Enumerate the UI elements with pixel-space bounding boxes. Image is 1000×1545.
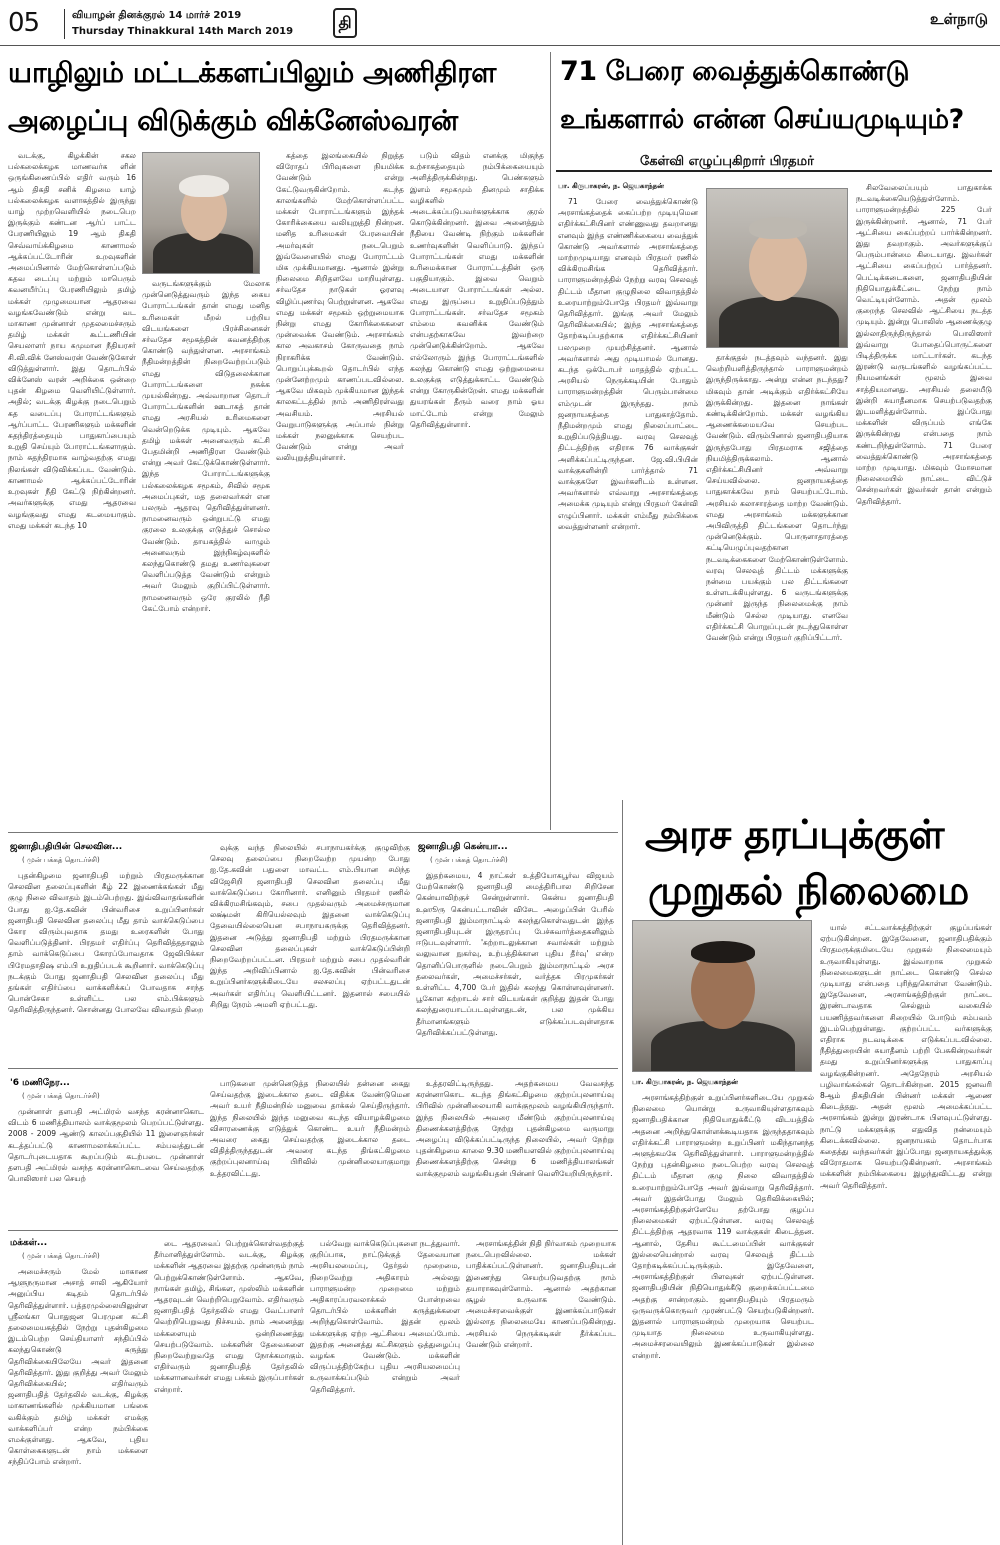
- story2-byline: பா. கிருபாகரன், ந. ஜெயகாந்தன்: [558, 182, 664, 190]
- story7-col1: [8, 1266, 148, 1540]
- prime-minister-photo: [706, 188, 848, 348]
- story6-continued: ( முன் பக்கத் தொடர்ச்சி): [22, 1092, 100, 1100]
- section-name: உள்நாடு: [930, 10, 988, 28]
- story7-col4: [466, 1238, 616, 1540]
- story3-byline: பா. கிருபாகரன், ந. ஜெயகாந்தன்: [632, 1078, 738, 1086]
- story1-col2-text: வருடங்களுக்கும் மேலாக முன்னெடுத்துவரும் இந்த கைய போராட்டங்கள் தான் எமது மனித உரிமைகள் மீறல் பற்றிய விடயங்களை பிரச்சினைகள் சர்வதேச சமூகத்தின் கவனத்திற்கு கொண்டு வந்துள்ளன. அரசாங்கம் நீதிமன்றத்தின் நிறைவேற்றப்படும் எமது விடுதலைக்கான போராட்டங்களை நசுக்க முயல்கின்றது. அவ்வாறான தொடர் போராட்டங்களின் ஊடாகத் தான் எமது அரசியல் உரிமைகளை வென்றெடுக்க முடியும். ஆகவே தமிழ் மக்கள் அனைவரும் கட்சி பேதமின்றி அணிதிரள வேண்டும் என்று அவர் கேட்டுக்கொண்டுள்ளார். இந்த போராட்டங்களுக்கு பல்கலைக்கழக சமூகம், சிவில் சமூக அமைப்புகள், மத தலைவர்கள் என பலரும் ஆதரவு தெரிவித்துள்ளனர். நாமனைவரும் ஒன்றுபட்டு எமது குரலை உலகுக்கு எடுத்துச் சொல்ல வேண்டும். தாயகத்தில் வாழும் அனைவரும் இந்நிகழ்வுகளில் கலந்துகொண்டு தமது உணர்வுகளை வெளிப்படுத்த வேண்டும் என்றும் அவர் மேலும் குறிப்பிட்டுள்ளார். நாமனைவரும் ஒரே குரலில் நீதி கேட்போம் என்றார்.: [142, 279, 270, 613]
- story6-subhead: '6 மணிநேர...: [10, 1078, 70, 1088]
- story1-col1: [8, 150, 136, 825]
- story7-col1-text: அமைச்சரும் மேல் மாகாண ஆளுநருமான அசாத் சாலி ஆகியோர் அனுப்பிய கடிதம் தொடர்பில் தெரிவித்துள்ளார். பத்தரமுல்லையிலுள்ள ஸ்ரீலங்கா பொதுஜன பெரமுன கட்சி தலைமையகத்தில் நேற்று புதன்கிழமை இடம்பெற்ற செய்தியாளர் சந்திப்பில் கலந்துகொண்டு கருத்து தெரிவிக்கையிலேயே அவர் இதனை தெரிவித்தார். இது குறித்து அவர் மேலும் தெரிவிக்கையில்; எதிர்வரும் ஜனாதிபதித் தேர்தலில் வடக்கு, கிழக்கு மாகாணங்களில் முக்கியமான பங்கை வகிக்கும் தமிழ் மக்கள் எமக்கு வாக்களிப்பர் என்ற நம்பிக்கை எமக்குள்ளது. ஆகவே, புதிய கொள்கைகளுடன் நாம் மக்களை சந்திப்போம் என்றார்.: [8, 1267, 148, 1467]
- story1-col3: [276, 150, 404, 825]
- story5-body: [416, 870, 614, 1062]
- story7-col2: [154, 1238, 304, 1540]
- wigneswaran-photo: [142, 152, 260, 274]
- story6-col1: [8, 1106, 204, 1224]
- story4-subhead: ஜனாதிபதியின் செலவின...: [10, 842, 123, 852]
- story2-headline-line1: 71 பேரை வைத்துக்கொண்டு: [560, 56, 910, 87]
- story2-col2: [706, 352, 848, 826]
- newspaper-logo: தி: [333, 8, 357, 38]
- section-rule: [8, 832, 618, 833]
- section-rule: [8, 1068, 618, 1069]
- story3-col1: [632, 1092, 814, 1540]
- story3-headline-line2: முறுகல் நிலைமை: [648, 868, 969, 914]
- story4-continued: ( முன் பக்கத் தொடர்ச்சி): [22, 856, 100, 864]
- story4-col2-text: வுக்கு வந்த நிலையில் சபாநாயகர்க்கு குழுவிற்கு செலவு தலைப்பை நிறைவேற்ற முயன்ற போது ஐ.தே.கவின் பதுளை மாவட்ட எம்.பியான சமிந்த விஜேசிறி ஜனாதிபதி செலவின தலைப்பு மீது வாக்கெடுப்பை கோரினார். எனினும் பிரதமர் ரணில் விக்கிரமசிங்கவும், சபை முதல்வரும் அமைச்சருமான லக்ஷ்மன் கிரியெல்லவும் இதனை வாக்கெடுப்பு தேவையில்லையென சபாநாயகருக்கு தெரிவித்தனர். இதனை அடுத்து ஜனாதிபதி மற்றும் பிரதமருக்கான செலவின தலைப்புகள் வாக்கெடுப்பின்றி நிறைவேற்றப்பட்டன. பிரதமர் மற்றும் சபை முதல்வரின் இந்த அறிவிப்பினால் ஐ.தே.கவின் பின்வரிசை உறுப்பினர்களுக்கிடையே சலசலப்பு ஏற்பட்டதுடன் அவர்கள் எதிர்ப்பு வெளியிட்டனர். இதனால் சபையில் சிறிது நேரம் அமளி ஏற்பட்டது.: [210, 843, 410, 1009]
- story5-subhead: ஜனாதிபதி கென்யா...: [418, 842, 508, 852]
- story6-col1-text: முன்னாள் தளபதி அட்மிரல் வசந்த கரன்னாகொட விடம் 6 மணித்தியாலம் வாக்குமூலம் பெறப்பட்டுள்ளது. 2008 - 2009 ஆண்டு காலப்பகுதியில் 11 இளைஞர்கள் கடத்தப்பட்டு காணாமலாக்கப்பட்ட சம்பவத்துடன் தொடர்புடையதாக கூறப்படும் கடற்படை முன்னாள் தளபதி அட்மிரல் வசந்த கரன்னாகொடவை செய்வதற்கு பொலிஸார் பல செயற்: [8, 1107, 204, 1184]
- story1-headline-line1: யாழிலும் மட்டக்களப்பிலும் அணிதிரள: [8, 56, 496, 89]
- story5-continued: ( முன் பக்கத் தொடர்ச்சி): [430, 856, 508, 864]
- masthead-divider: [64, 9, 65, 39]
- story6-col2-text: பாடுகளை முன்னெடுத்த நிலையில் தன்னை கைது செய்வதற்கு இடைக்கால தடை விதிக்க வேண்டுமென அவர் உயர் நீதிமன்றில் மனுவை தாக்கல் செய்திருந்தார். இந்த நிலையில் இந்த மனுவை கடந்த வியாழக்கிழமை விசாரணைக்கு எடுத்துக் கொண்ட உயர் நீதிமன்றம் அவரை கைது செய்வதற்கு இடைக்கால தடை விதித்திருந்ததுடன் அவரை கடந்த திங்கட்கிழமை குற்றப்புலனாய்வு பிரிவில் முன்னிலையாகுமாறு உத்தரவிட்டது.: [210, 1079, 410, 1178]
- story1-col1-text: வடக்கு, கிழக்கின் சகல பல்கலைக்கழக மாணவர்க ளின் ஒருங்கிணைப்பில் எதிர் வரும் 16 ஆம் திகதி சனிக் கிழமை யாழ் பல்கலைக்கழக வளாகத்தில் இருந்து யாழ் முற்றவெளியில் நடைபெற இருக்கும் கண்டன ஆர்ப் பாட்ட பேரணியிலும் 19 ஆம் திகதி செவ்வாய்க்கிழமை காணாமல் ஆக்கப்பட்டோரின் உறவுகளின் அமைப்பினால் மேற்கொள்ளப்படும் கதவ டைப்பு மற்றும் மாபெரும் கவனயீர்ப்பு பேரணியிலும் தமிழ் மக்கள் முழுமையான ஆதரவை வழங்கவேண்டும் என்று வட மாகாண முன்னாள் முதலமைச்சரும் தமிழ் மக்கள் கூட்டணியின் செயலாளர் நாய கமுமான நீதியரசர் சி.வி.விக் னேஸ்வரன் வேண்டுகோள் விடுத்துள்ளார். இது தொடர்பில் விக்னேஸ் வரன் அறிக்கை ஒன்றை புதன் கிழமை வெளியிட்டுள்ளார். அதில்; வடக்கு கிழக்கு நடைபெறும் கத வடைப்பு போராட்டங்களும் ஆர்ப்பாட்ட பேரணிகளும் மக்களின் சுதந்திரத்தையும் பாதுகாப்பையும் உறுதி செய்யும் போராட்டங்களாகும். நாம் சுதந்திரமாக வாழ்வதற்கு எமது நிலங்கள் விடுவிக்கப்பட வேண்டும். காணாமல் ஆக்கப்பட்டோரின் உறவுகள் நீதி கேட்டு நிற்கின்றனர். அவர்களுக்கு எமது ஆதரவை வழங்குவது எமது கடமையாகும். எமது மக்கள் கடந்த 10: [8, 151, 136, 530]
- headline-rule: [556, 170, 992, 172]
- story3-col2-text: யால் சட்டவாக்கத்திற்குள் குழப்பங்கள் ஏற்படுகின்றன. இதேவேளை, ஜனாதிபதிக்கும் பிரதமருக்குமிடையே முறுகல் நிலைமையும் உருவாகியுள்ளது. இவ்வாறாக முறுகல் நிலைமைகளுடன் நாட்டை கொண்டு செல்ல முடியாது என்பதை புரிந்துகொள்ள வேண்டும். இதேவேளை, அரசாங்கத்திற்குள் நாட்டை இரண்டாவதாக செல்லும் வகையில் பயணித்தவர்களை சிறையில் போடும் சம்பவம் இடம்பெற்றுள்ளது. குற்றப்பட்ட வர்களுக்கு எதிராக நடவடிக்கை எடுக்கப்படவில்லை. நீதித்துறையின் சுயாதீனம் பற்றி பேசுகின்றவர்கள் தமது உறுப்பினர்களுக்கு பாதுகாப்பு வழங்குகின்றனர். அதேநேரம் அரசியல் பழிவாங்கல்கள் தொடர்கின்றன. 2015 ஜனவரி 8ஆம் திகதியின் பின்னர் மக்கள் ஆணை கிடைத்தது. அதன் மூலம் அமைக்கப்பட்ட அரசாங்கம் இன்று இரண்டாக பிளவுபட்டுள்ளது. நாட்டு மக்களுக்கு எதுவித நன்மையும் கிடைக்கவில்லை. ஜனநாயகம் தொடர்பாக கதைத்து வந்தவர்கள் இப்போது ஜனநாயகத்துக்கு விரோதமாக செயற்படுகின்றனர். அரசாங்கம் மக்களின் நம்பிக்கையை இழந்துவிட்டது என்று அவர் தெரிவித்தார்.: [820, 923, 992, 1190]
- date-english: Thursday Thinakkural 14th March 2019: [72, 26, 294, 37]
- story2-col1: [558, 196, 698, 826]
- story1-col2: [142, 278, 270, 825]
- story1-col3-text: கத்தை இலங்கையில் நிறுத்த விரோதப் பிரிவுகளை நியமிக்க வேண்டும் என்று கேட்டுவருகின்றோம். கடந்த காலங்களில் மேற்கொள்ளப்பட்ட மக்கள் போராட்டங்களும் இந்தக் கோரிக்கையை வலியுறுத்தி நின்றன. மனித உரிமைகள் பேரவையின் அமர்வுகள் நடைபெறும் இவ்வேளையில் எமது போராட்டம் மிக முக்கியமானது. ஆனால் இன்று நிலைமை சிறிதளவே மாறியுள்ளது. சர்வதேச நாடுகள் ஓரளவு விழிப்புணர்வு பெற்றுள்ளன. ஆகவே எமது மக்கள் சமூகம் ஒற்றுமையாக நின்று எமது கோரிக்கைகளை முன்வைக்க வேண்டும். அரசாங்கம் கால அவகாசம் கோருவதை நாம் நிராகரிக்க வேண்டும். பொறுப்புக்கூறல் தொடர்பில் எந்த முன்னேற்றமும் காணப்படவில்லை. ஆகவே மிகவும் முக்கியமான இந்தக் காலகட்டத்தில் நாம் அணிதிரள்வது அவசியம். அரசியல் வேறுபாடுகளுக்கு அப்பால் நின்று மக்கள் நலனுக்காக செயற்பட வேண்டும் என்று அவர் வலியுறுத்தியுள்ளார்.: [276, 151, 404, 463]
- story7-col3: [310, 1238, 460, 1540]
- story2-col1-text: 71 பேரை வைத்துக்கொண்டு அரசாங்கத்தைக் கைப்பற்ற முடியுமென எதிர்க்கட்சியினர் எண்ணுவது தவறானது எனவும் இந்த எண்ணிக்கையை வைத்துக் கொண்டு அவர்களால் அரசாங்கத்தை மாற்றமுடியாது எனவும் பிரதமர் ரணில் விக்கிரமசிங்க தெரிவித்தார். பாராளுமன்றத்தில் நேற்று வரவு செலவுத் திட்டம் மீதான குழுநிலை விவாதத்தில் உரையாற்றும்போதே பிரதமர் இவ்வாறு தெரிவித்தார். இங்கு அவர் மேலும் தெரிவிக்கையில்; இந்த அரசாங்கத்தை தோற்கடிப்பதற்காக எதிர்க்கட்சியினர் பலமுறை முயற்சித்தனர். ஆனால் அவர்களால் அது முடியாமல் போனது. கடந்த ஒக்டோபர் மாதத்தில் ஏற்பட்ட அரசியல் நெருக்கடியின் போதும் பாராளுமன்றத்தின் பெரும்பான்மை எம்முடன் இருந்தது. நாம் ஜனநாயகத்தை பாதுகாத்தோம். நீதிமன்றமும் எமது நிலைப்பாட்டை உறுதிப்படுத்தியது. வரவு செலவுத் திட்டத்திற்கு எதிராக 76 வாக்குகள் அளிக்கப்பட்டிருந்தன. ஜே.வி.பியின் வாக்குகளின்றி பார்த்தால் 71 வாக்குகளே இவர்களிடம் உள்ளன. அவர்களால் எவ்வாறு அரசாங்கத்தை அமைக்க முடியும் என்று பிரதமர் கேள்வி எழுப்பினார். மக்கள் எம்மீது நம்பிக்கை வைத்துள்ளனர் என்றார்.: [558, 197, 698, 531]
- mahindananda-photo: [632, 920, 812, 1072]
- story2-col3: [856, 182, 992, 826]
- date-tamil: வியாழன் தினக்குரல் 14 மார்ச் 2019: [72, 10, 242, 21]
- section-rule: [8, 1230, 618, 1231]
- story7-col4-text: அரசாங்கத்தின் நிதி நிர்வாகம் முறையாக நடைபெறவில்லை. மக்கள் பாதிக்கப்பட்டுள்ளனர். ஜனாதிபதியுடன் இணைந்து செயற்படுவதற்கு நாம் தயாராகவுள்ளோம். ஆனால் அதற்கான சூழல் உருவாக வேண்டும். அமைச்சரவைக்குள் இணக்கப்பாடுகள் இல்லாத நிலைமையே காணப்படுகின்றது. அரசியல் நெருக்கடிகள் தீர்க்கப்பட வேண்டும் என்றார்.: [466, 1239, 616, 1349]
- story2-col3-text: சிலவேலைப்பயும் பாதுகாக்க நடவடிக்கையெடுத்துள்ளோம். பாராளுமன்றத்தில் 225 பேர் இருக்கின்றனர். ஆனால், 71 பேர் ஆட்சியை கைப்பற்றப் பார்க்கின்றனர். இது தவறாகும். அவர்களுக்குப் பெரும்பான்மை கிடையாது. இவர்கள் ஆட்சியை கைப்பற்றப் பார்த்தனர். பெட்டிக்கடைகளை, ஜனாதிபதியின் நிதியொதுக்கீட்டை நேற்று நாம் வெட்டியுள்ளோம். அதன் மூலம் குறைந்த செலவில் ஆட்சியை நடத்த முடியும். இன்று பொலிஸ் ஆணைக்குழு இல்லாதிருந்திருந்தால் பொலிஸார் இவ்வாறு போதைப்பொருட்களை பிடித்திருக்க மாட்டார்கள். கடந்த இரண்டு வருடங்களில் வழங்கப்பட்ட நியமனங்கள் மூலம் இவை சாத்தியமானது. அரசியல் தலையீடு இன்றி சுயாதீனமாக செயற்படுவதற்கு இடமளித்துள்ளோம். இப்போது மக்களின் விருப்பம் எங்கே இருக்கின்றது என்பதை நாம் கண்டறிந்துள்ளோம். 71 பேரை வைத்துக்கொண்டு அரசாங்கத்தை மாற்ற முடியாது. மிகவும் மோசமான நிலைமையில் நாட்டை விட்டுச் சென்றவர்கள் இவர்கள் தான் என்றும் தெரிவித்தார்.: [856, 183, 992, 506]
- story4-col1-text: புதன்கிழமை ஜனாதிபதி மற்றும் பிரதமருக்கான செலவின தலைப்புகளின் கீழ் 22 இணைக்கங்கள் மீது குழு நிலை விவாதம் இடம்பெற்றது. இவ்விவாதங்களின் போது ஐ.தே.கவின் பின்வரிசை உறுப்பினர்கள் ஜனாதிபதி செலவின தலைப்பு மீது தாம் வாக்கெடுப்பை கோர விரும்புவதாக தமது உரைகளின் போது வெளிப்படுத்தினர். பிரதமர் எதிர்ப்பு தெரிவித்ததாலும் தாம் வாக்கெடுப்பை கோரப்போவதாக ஜேவிபிக்கா பிரேமதாதிஷ எம்.பி உறுதிப்படக் கூறினார். வாக்கெடுப்பு நடக்கும் போது ஜனாதிபதி செலவின தலைப்பு மீது தங்கள் எதிர்ப்பை வாக்களிக்கப் போவதாக சாந்த பொன்சேகா உள்ளிட்ட பல எம்.பிக்களும் தெரிவித்திருந்தனர். சொன்னது போலவே விவாதம் நிறை: [8, 871, 204, 1015]
- story6-col3: [416, 1078, 614, 1224]
- story6-col3-text: உத்தரவிட்டிருந்தது. அதற்கமைய வேவசந்த கரன்னாகொட கடந்த திங்கட்கிழமை குற்றப்புலனாய்வு பிரிவில் முன்னிலையாகி வாக்குமூலம் வழங்கியிருந்தார். இந்த நிலையில் அவரை மீண்டும் குற்றப்புலனாய்வு திணைக்களத்திற்கு நேற்று புதன்கிழமை வருமாறு அழைப்பு விடுக்கப்பட்டிருந்த நிலையில், அவர் நேற்று புதன்கிழமை காலை 9.30 மணியளவில் குற்றப்புலனாய்வு திணைக்களத்திற்கு சென்று 6 மணித்தியாலங்கள் வாக்குமூலம் வழங்கியதன் பின்னர் வெளியேறியிருந்தார்.: [416, 1079, 614, 1178]
- story7-continued: ( முன் பக்கத் தொடர்ச்சி): [22, 1252, 100, 1260]
- story7-subhead: மக்கள்...: [10, 1238, 48, 1248]
- story7-col3-text: பல்வேறு வாக்கெடுப்புகளை நடத்துவார். குறிப்பாக, நாட்டுக்குத் தேவையான அரசியலமைப்பு, தேர்தல் முறைமை, நிறைவேற்று அதிகாரம் அல்லது பாராளுமன்ற முறைமை மற்றும் அதிகாரப்பரவலாக்கல் போன்றவை தொடர்பில் மக்களின் கருத்துக்களை அறிந்துகொள்வோம். இதன் மூலம் மக்களுக்கு ஏற்ற ஆட்சியை அமைப்போம். இதற்கு அனைத்து கட்சிகளும் ஒத்துழைப்பு வழங்க வேண்டும். மக்களின் விருப்பத்திற்கேற்ப புதிய அரசியலமைப்பு உருவாக்கப்படும் என்றும் அவர் தெரிவித்தார்.: [310, 1239, 460, 1394]
- story2-headline-line2: உங்களால் என்ன செய்யமுடியும்?: [560, 104, 964, 135]
- story4-col2: [210, 842, 410, 1062]
- story3-headline-line1: அரச தரப்புக்குள்: [645, 812, 944, 858]
- story7-col2-text: டை ஆதரவைப் பெற்றுக்கொள்வதற்குத் தீர்மானித்துள்ளோம். வடக்கு, கிழக்கு மக்களின் ஆதரவை இதற்கு முன்னரும் நாம் பெற்றுக்கொண்டுள்ளோம். ஆகவே, நாங்கள் தமிழ், சிங்கள, முஸ்லிம் மக்களின் ஆதரவுடன் வெற்றிபெறுவோம். எதிர்வரும் ஜனாதிபதித் தேர்தலில் எமது வேட்பாளர் வெற்றிபெறுவது நிச்சயம். நாம் அனைத்து மக்களையும் ஒன்றிணைத்து செயற்படுவோம். மக்களின் தேவைகளை நிறைவேற்றுவதே எமது நோக்கமாகும். எதிர்வரும் ஜனாதிபதித் தேர்தலில் மக்களானவர்கள் எமது பக்கம் இருப்பார்கள் என்றார்.: [154, 1239, 304, 1394]
- story1-headline-line2: அழைப்பு விடுக்கும் விக்னேஸ்வரன்: [8, 104, 458, 137]
- story4-col1: [8, 870, 204, 1062]
- page-number: 05: [8, 8, 40, 38]
- story2-subheadline: கேள்வி எழுப்புகிறார் பிரதமர்: [640, 154, 814, 169]
- story3-col1-text: அரசாங்கத்திற்குள் உறுப்பினர்களிடையே முறுகல் நிலைமை யொன்று உருவாகியுள்ளதாகவும் ஜனாதிபதிக்கான நிதியொதுக்கீட்டு விடயத்தில் அதனை அறிந்துகொள்ளக்கூடியதாக இருந்ததாகவும் எதிர்க்கட்சி பாராளுமன்ற உறுப்பினர் மகிந்தானந்த அளுத்கமகே தெரிவித்துள்ளார். பாராளுமன்றத்தில் நேற்று புதன்கிழமை நடைபெற்ற வரவு செலவுத் திட்டம் மீதான குழு நிலை விவாதத்தில் உரையாற்றும்போதே அவர் இவ்வாறு தெரிவித்தார். அவர் இதன்போது மேலும் தெரிவிக்கையில்; அரசாங்கத்திற்குள்ளேயே தற்போது குழப்ப நிலைமைகள் ஏற்பட்டுள்ளன. வரவு செலவுத் திட்டத்திற்கு ஆதரவாக 119 வாக்குகள் கிடைத்தன. ஆனால், தேசிய கூட்டமைப்பின் வாக்குகள் இல்லையென்றால் வரவு செலவுத் திட்டம் தோற்கடிக்கப்பட்டிருக்கும். இதேவேளை, அரசாங்கத்திற்குள் பிளவுகள் ஏற்பட்டுள்ளன. ஜனாதிபதியின் நிதியொதுக்கீடு குறைக்கப்பட்டமை அதற்கு சான்றாகும். ஜனாதிபதியும் பிரதமரும் ஒருவருக்கொருவர் முரண்பட்டு செயற்படுகின்றனர். இதனால் பாராளுமன்றம் முறையாக செயற்பட முடியாத நிலைமை உருவாகியுள்ளது. அமைச்சரவையிலும் இணக்கப்பாடுகள் இல்லை என்றார்.: [632, 1093, 814, 1360]
- masthead: [0, 0, 1000, 46]
- story5-body-text: இதற்கமைய, 4 நாட்கள் உத்தியோகபூர்வ விஜயம் மேற்கொண்டு ஜனாதிபதி மைத்திரிபால சிறிசேன கென்யாவிற்குச் சென்றுள்ளார். கென்ய ஜனாதிபதி உஹூரு கென்யட்டாவின் விசேட அழைப்பின் பேரில் ஜனாதிபதி இம்மாநாட்டில் கலந்துகொள்வதுடன் இந்த ஜனாதிபதியுடன் இருதரப்பு பேச்சுவார்த்தைகளிலும் ஈடுபடவுள்ளார். 'சுற்றாடலுக்கான சவால்கள் மற்றும் வலுவான நுகர்வு, உற்பத்திக்கான புதிய தீர்வு' என்ற தொனிப்பொருளில் நடைபெறும் இம்மாநாட்டில் அரச தலைவர்கள், அமைச்சர்கள், வர்த்தக பிரமுகர்கள் உள்ளிட்ட 4,700 பேர் இதில் கலந்து கொள்ளவுள்ளனர். பூகோள சுற்றாடல் சார் விடயங்கள் குறித்து இதன் போது கலந்துரையாடப்படவுள்ளதுடன், பல முக்கிய தீர்மானங்களும் எடுக்கப்படவுள்ளதாக தெரிவிக்கப்பட்டுள்ளது.: [416, 871, 614, 1037]
- column-rule: [622, 800, 623, 1545]
- column-rule: [550, 52, 551, 830]
- story1-col4: [410, 150, 544, 825]
- story3-col2: [820, 922, 992, 1540]
- story6-col2: [210, 1078, 410, 1224]
- story1-col4-text: படும் விதம் எனக்கு மிகுந்த உற்சாகத்தையும் நம்பிக்கையையும் அளித்திருக்கின்றது. பெண்களும் இளம் சமூகமும் தினமும் சாதிக்க வழிகளில் அடைக்கப்படுபவர்களுக்காக குரல் கொடுக்கின்றனர். இவை அனைத்தும் நீதியை வேண்டி நிற்கும் மக்களின் உணர்வுகளின் வெளிப்பாடு. இந்தப் போராட்டங்கள் எமது மக்களின் உரிமைக்கான போராட்டத்தின் ஒரு பகுதியாகும். இவை வெறும் அடையாள போராட்டங்கள் அல்ல. எமது இருப்பை உறுதிப்படுத்தும் போராட்டங்கள். சர்வதேச சமூகம் எம்மை கவனிக்க வேண்டும் என்பதற்காகவே இவற்றை முன்னெடுக்கின்றோம். ஆகவே எல்லோரும் இந்த போராட்டங்களில் கலந்து கொண்டு எமது ஒற்றுமையை உலகுக்கு எடுத்துக்காட்ட வேண்டும் என்று கோருகின்றேன். எமது மக்களின் துயரங்கள் தீரும் வரை நாம் ஓய மாட்டோம் என்று மேலும் தெரிவித்துள்ளார்.: [410, 151, 544, 429]
- story2-col2-text: தாக்குதல் நடத்தவும் வந்தனர். இது வெற்றியளித்திருந்தால் பாராளுமன்றம் இருந்திருக்காது. அன்று என்ன நடந்தது? மிகவும் தான் அடிக்கும் எதிர்க்கட்சியே இருக்கின்றது. இதனை நாங்கள் கண்டிக்கின்றோம். மக்கள் வழங்கிய ஆணைக்கமையவே செயற்பட வேண்டும். விரும்பினால் ஜனாதிபதியாக இருந்தபோது பிரதமராக சஜித்தை நியமித்திருக்கலாம். ஆனால் எதிர்க்கட்சியினர் அவ்வாறு செய்யவில்லை. ஜனநாயகத்தை பாதுகாக்கவே நாம் செயற்பட்டோம். அரசியல் கலாசாரத்தை மாற்ற வேண்டும். எமது அரசாங்கம் மக்களுக்கான அபிவிருத்தி திட்டங்களை தொடர்ந்து முன்னெடுக்கும். பொருளாதாரத்தை கட்டியெழுப்புவதற்கான நடவடிக்கைகளை மேற்கொண்டுள்ளோம். வரவு செலவுத் திட்டம் மக்களுக்கு நன்மை பயக்கும் பல திட்டங்களை உள்ளடக்கியுள்ளது. 6 வருடங்களுக்கு முன்னர் இருந்த நிலைமைக்கு நாம் மீண்டும் செல்ல முடியாது. எனவே எதிர்க்கட்சி பொறுப்புடன் நடந்துகொள்ள வேண்டும் என்று பிரதமர் குறிப்பிட்டார்.: [706, 353, 848, 643]
